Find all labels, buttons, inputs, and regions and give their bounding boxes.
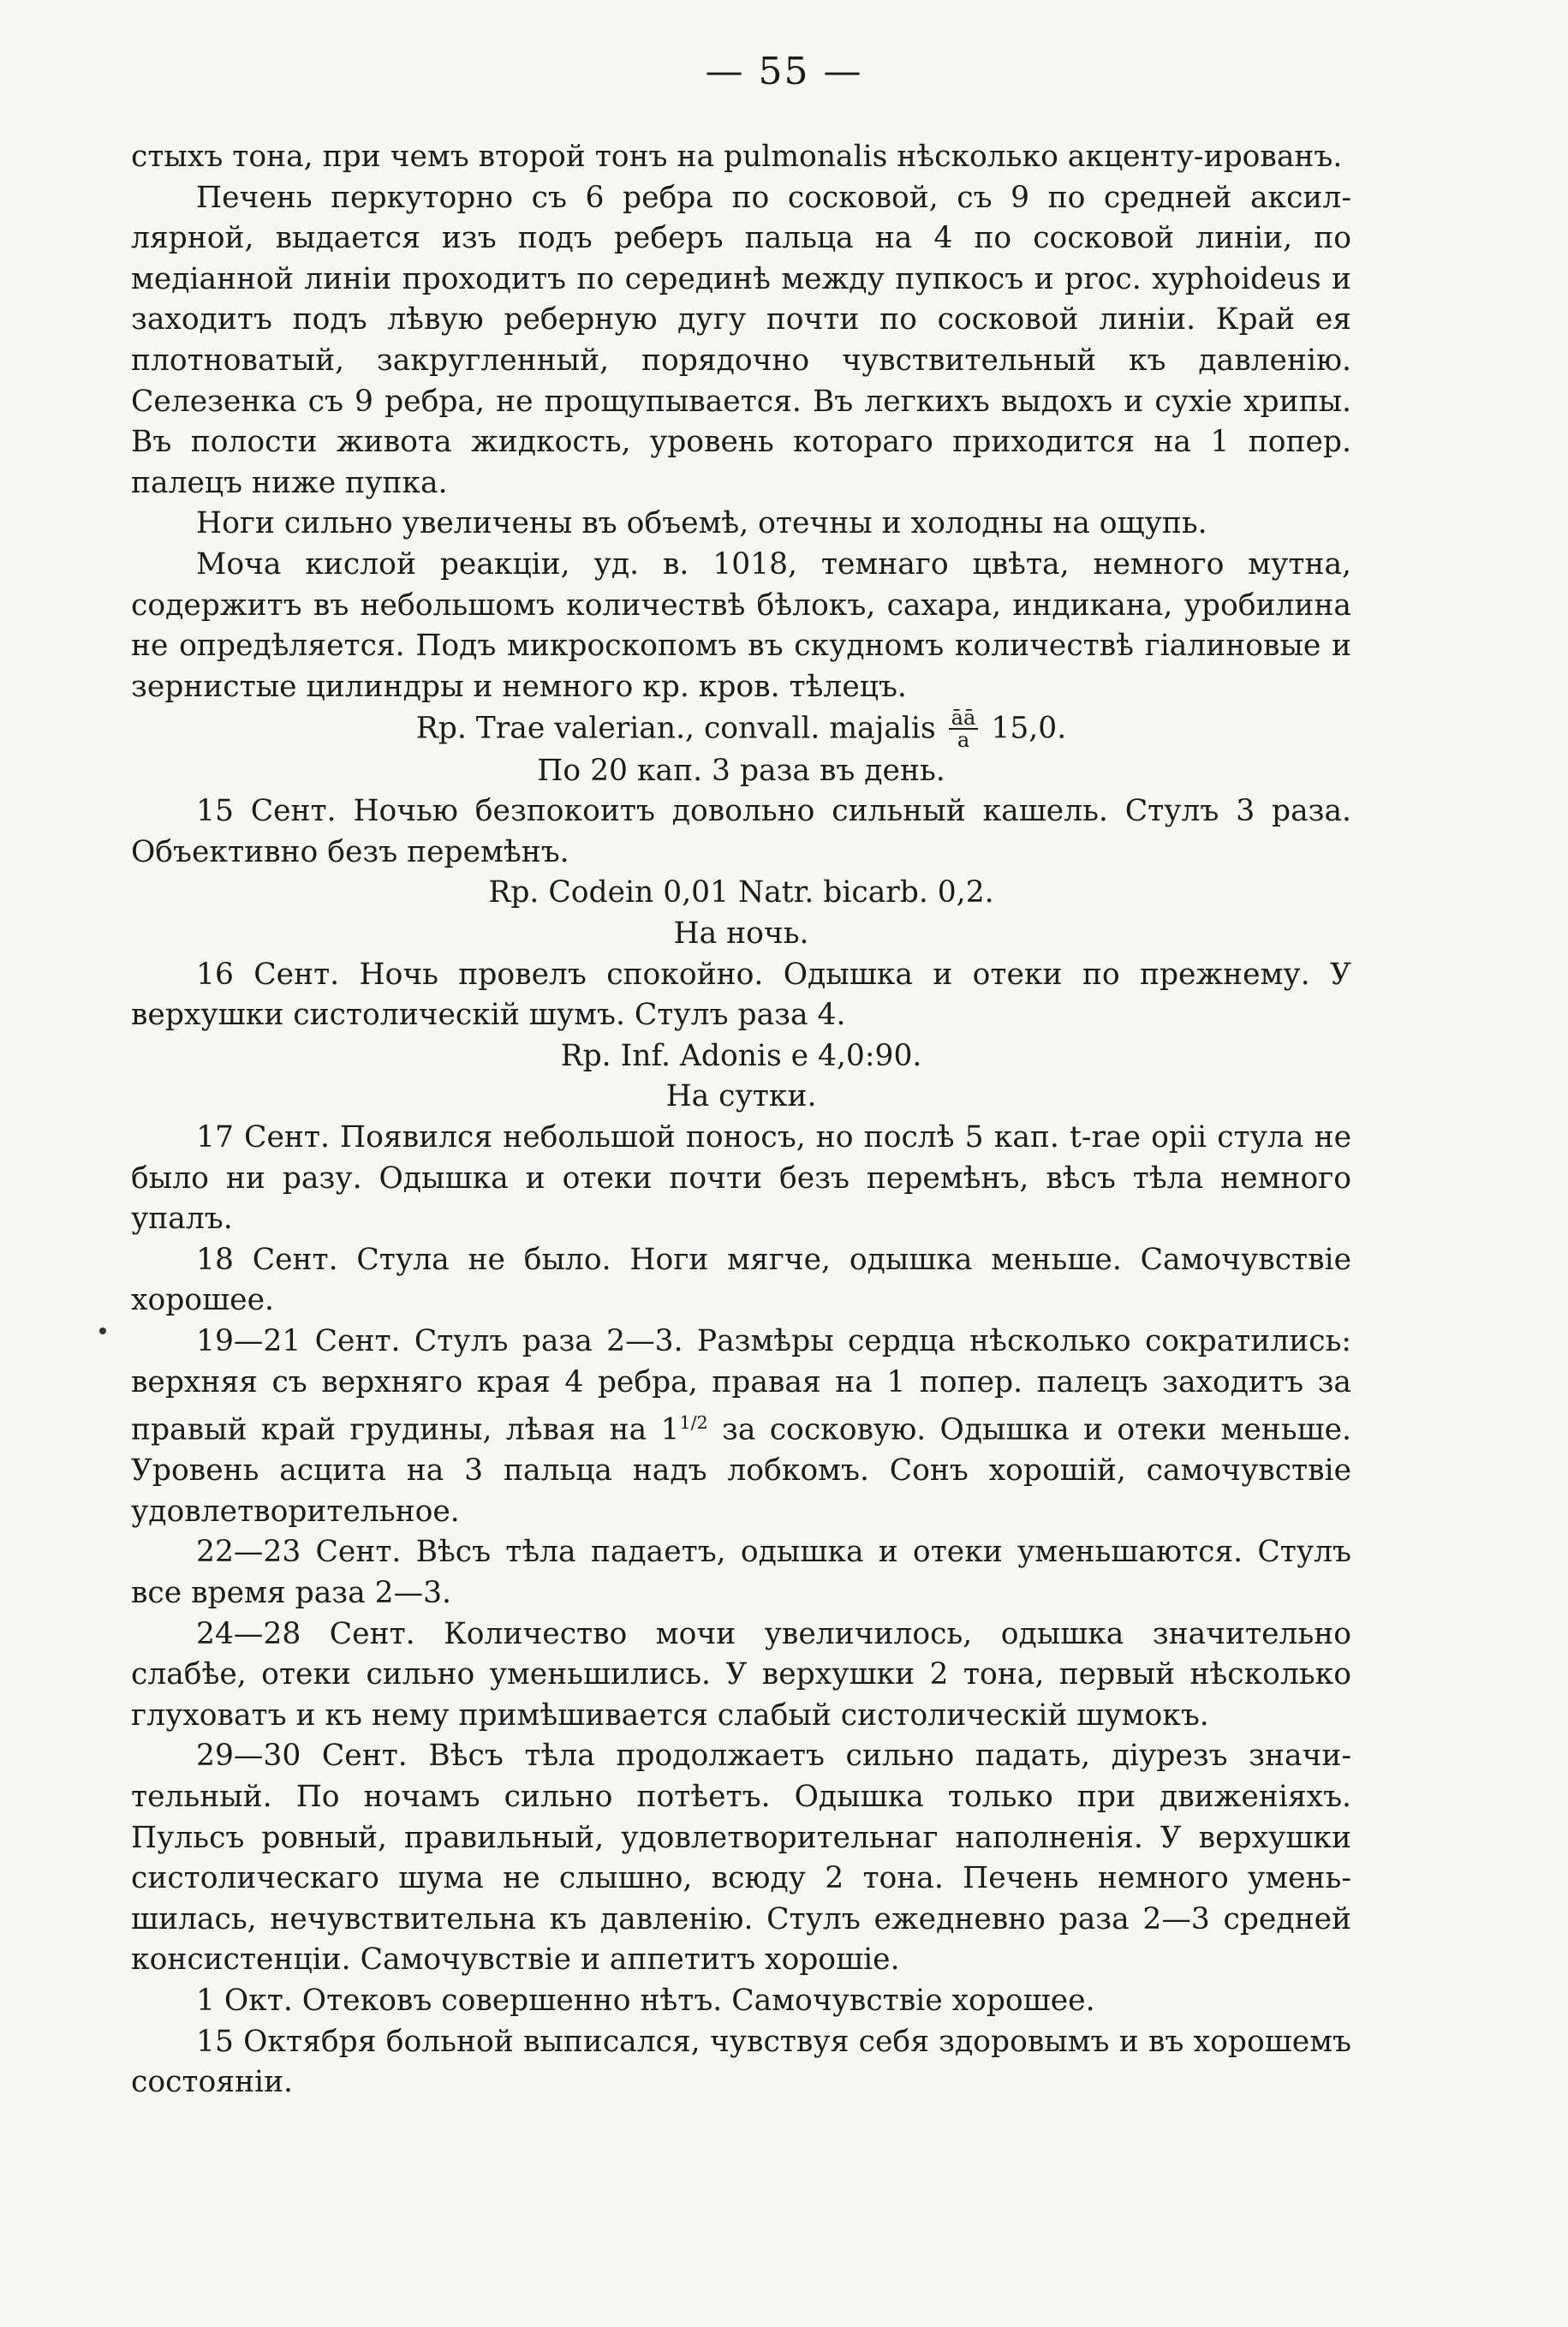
paragraph-urine: Моча кислой реакціи, уд. в. 1018, темнаго цвѣта, немного мутна, содержитъ въ небольшомъ количествѣ бѣлокъ, сахара, индикана, уробилина не опредѣляется. Подъ микроскопомъ въ скудномъ количествѣ гіалиновые и зернистые цилиндры и немного кр. кров. тѣлецъ. (131, 546, 1351, 704)
fraction-bottom: a (957, 728, 970, 753)
margin-mark (99, 1328, 106, 1334)
prescription-1-text: Rp. Trae valerian., convall. majalis (415, 711, 936, 746)
prescription-2: Rp. Codein 0,01 Natr. bicarb. 0,2. (488, 875, 994, 910)
page-number: — 55 — (705, 50, 863, 93)
prescription-3: Rp. Inf. Adonis e 4,0:90. (560, 1038, 922, 1073)
paragraph-legs: Ноги сильно увеличены въ объемѣ, отечны и холодны на ощупь. (196, 506, 1207, 541)
entry-sep-18: 18 Сент. Стула не было. Ноги мягче, одышка меньше. Самочувствіе хорошее. (131, 1242, 1351, 1318)
prescription-3-dose: На сутки. (665, 1079, 817, 1114)
entry-sep-19-21-after: за сосковую. Одышка и отеки меньше. Уровень асцита на 3 пальца надъ лобкомъ. Сонъ хорошій, самочувствіе удовлетворительное. (131, 1412, 1351, 1529)
entry-oct-1: 1 Окт. Отековъ совершенно нѣтъ. Самочувствіе хорошее. (196, 1983, 1095, 2018)
entry-sep-19-21 (131, 1322, 1351, 1532)
entry-sep-17: 17 Сент. Появился небольшой поносъ, но послѣ 5 кап. t-rae opii стула не было ни разу. Одышка и отеки почти безъ перемѣнъ, вѣсъ тѣла немного упалъ. (131, 1119, 1351, 1237)
entry-sep-19-21-before: 19—21 Сент. Стулъ раза 2—3. Размѣры сердца нѣсколько сократились: верхняя съ верхняго края 4 ребра, правая на 1 попер. палецъ заходитъ за правый край грудины, лѣвая на 1 (131, 1323, 1351, 1447)
prescription-1-fraction (949, 706, 979, 753)
entry-sep-24-28: 24—28 Сент. Количество мочи увеличилось, одышка значительно слабѣе, отеки сильно уменьшились. У верхушки 2 тона, первый нѣсколько глуховатъ и къ нему примѣшивается слабый систолическій шумокъ. (131, 1616, 1351, 1733)
entry-sep-16: 16 Сент. Ночь провелъ спокойно. Одышка и отеки по прежнему. У верхушки систолическій шумъ. Стулъ раза 4. (131, 957, 1351, 1033)
fraction-top: āā (949, 707, 979, 730)
prescription-2-dose: На ночь. (673, 916, 809, 951)
entry-sep-29-30: 29—30 Сент. Вѣсъ тѣла продолжаетъ сильно падать, діурезъ значительный. По ночамъ сильно потѣетъ. Одышка только при движеніяхъ. Пульсъ ровный, правильный, удовлетворительнаг наполненія. У верхушки систолическаго шума не слышно, всюду 2 тона. Печень немного уменьшилась, нечувствительна къ давленію. Стулъ ежедневно раза 2—3 средней консистенціи. Самочувствіе и аппетитъ хорошіе. (131, 1739, 1351, 1978)
paragraph-continuation: стыхъ тона, при чемъ второй тонъ на pulmonalis нѣсколько акценту-ированъ. (131, 140, 1343, 174)
prescription-1-dose: По 20 кап. 3 раза въ день. (537, 753, 945, 788)
paragraph-liver-exam: Печень перкуторно съ 6 ребра по сосковой, съ 9 по средней аксиллярной, выдается изъ подъ реберъ пальца на 4 по сосковой линіи, по медіанной линіи проходитъ по серединѣ между пупкосъ и proc. xyphoideus и заходитъ подъ лѣвую реберную дугу почти по сосковой линіи. Край ея плотноватый, закругленный, порядочно чувствительный къ давленію. Селезенка съ 9 ребра, не прощупывается. Въ легкихъ выдохъ и сухіе хрипы. Въ полости живота жидкость, уровень котораго приходится на 1 попер. палецъ ниже пупка. (131, 180, 1351, 500)
entry-sep-22-23: 22—23 Сент. Вѣсъ тѣла падаетъ, одышка и отеки уменьшаются. Стулъ все время раза 2—3. (131, 1535, 1351, 1610)
entry-sep-19-21-fraction: 1/2 (679, 1412, 708, 1434)
prescription-1 (131, 706, 1351, 753)
entry-sep-15: 15 Сент. Ночью безпокоитъ довольно сильный кашель. Стулъ 3 раза. Объективно безъ перемѣнъ. (131, 794, 1351, 869)
prescription-1-amount: 15,0. (991, 711, 1067, 746)
body-text (131, 137, 1351, 2103)
entry-oct-15: 15 Октября больной выписался, чувствуя себя здоровымъ и въ хорошемъ состояніи. (131, 2024, 1351, 2100)
